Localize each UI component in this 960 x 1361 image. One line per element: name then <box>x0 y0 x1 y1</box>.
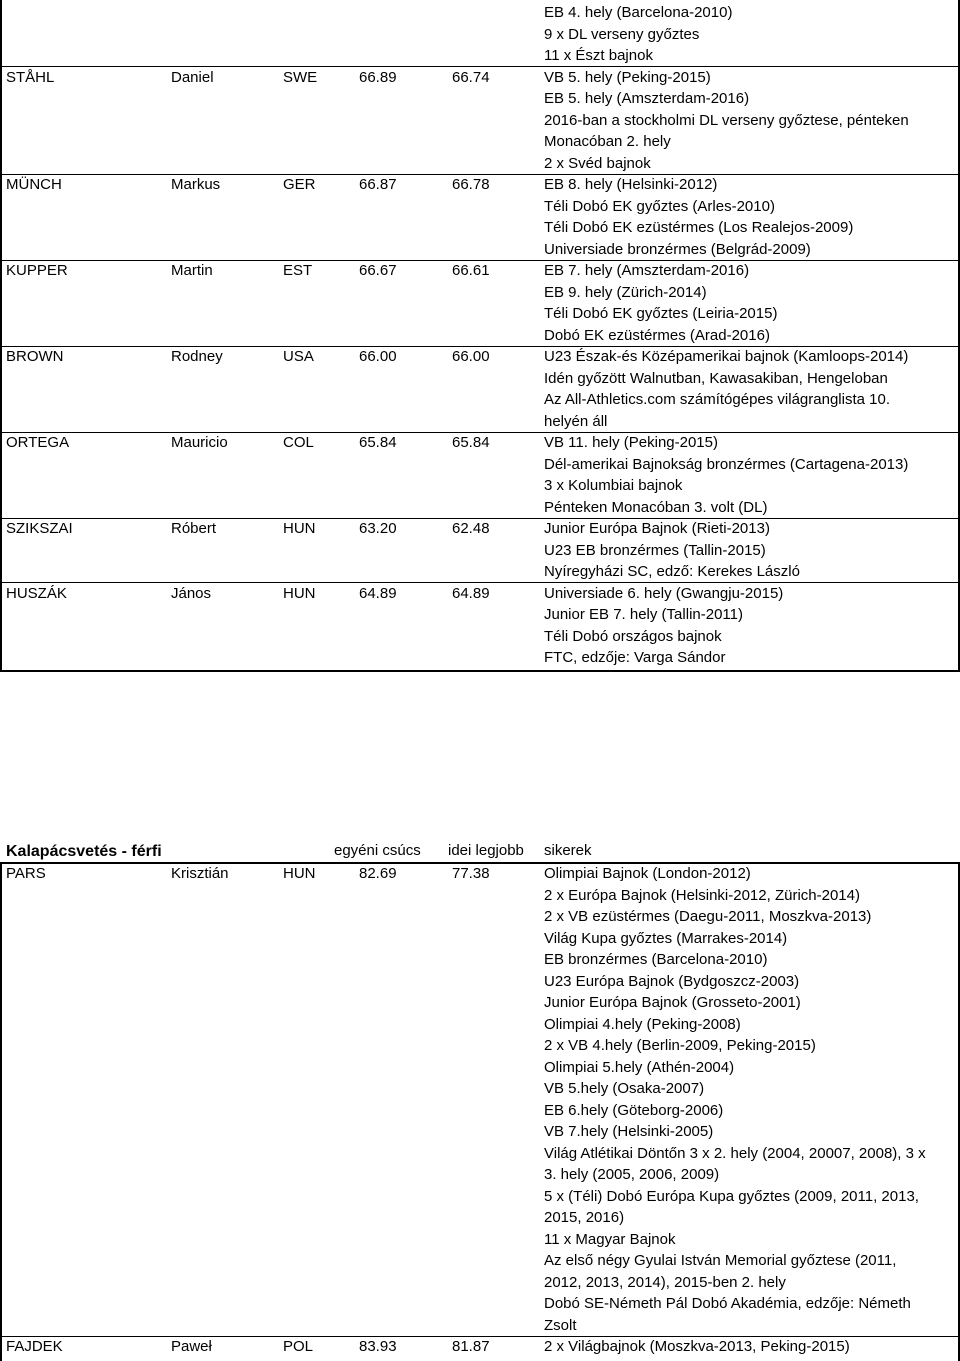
achievement-line: Világ Atlétikai Döntőn 3 x 2. hely (2004, 20007, 2008), 3 x <box>544 1144 926 1162</box>
achievement-line: Olimpiai 4.hely (Peking-2008) <box>544 1015 741 1033</box>
row-divider <box>0 1336 960 1337</box>
season-best: 81.87 <box>452 1338 490 1355</box>
achievement-line: EB 4. hely (Barcelona-2010) <box>544 4 733 21</box>
achievement-line: EB 5. hely (Amszterdam-2016) <box>544 90 750 107</box>
section-title: Kalapácsvetés - férfi <box>6 843 162 860</box>
athlete-last-name: MÜNCH <box>6 176 62 193</box>
athlete-nation: POL <box>283 1338 314 1355</box>
achievement-line: Nyíregyházi SC, edző: Kerekes László <box>544 563 800 580</box>
athlete-first-name: Martin <box>171 262 213 279</box>
athlete-last-name: KUPPER <box>6 262 68 279</box>
achievement-line: 2016-ban a stockholmi DL verseny győztese, pénteken <box>544 111 909 129</box>
season-best: 66.74 <box>452 68 490 86</box>
header-achievements: sikerek <box>544 842 592 859</box>
achievement-line: VB 11. hely (Peking-2015) <box>544 434 718 451</box>
achievement-line: Monacóban 2. hely <box>544 133 671 150</box>
achievement-line: 3 x Kolumbiai bajnok <box>544 477 683 494</box>
personal-best: 83.93 <box>359 1338 397 1355</box>
achievement-line: EB bronzérmes (Barcelona-2010) <box>544 951 768 968</box>
athlete-first-name: Markus <box>171 176 221 193</box>
athlete-nation: HUN <box>283 865 316 882</box>
personal-best: 66.89 <box>359 68 397 86</box>
achievement-line: VB 5. hely (Peking-2015) <box>544 68 711 86</box>
achievement-line: Dobó SE-Németh Pál Dobó Akadémia, edzője: Németh <box>544 1295 911 1312</box>
achievement-line: Az All-Athletics.com számítógépes világranglista 10. <box>544 391 890 408</box>
athlete-first-name: Daniel <box>171 68 214 86</box>
achievement-line: 3. hely (2005, 2006, 2009) <box>544 1166 720 1183</box>
achievement-line: 2 x Világbajnok (Moszkva-2013, Peking-2015) <box>544 1338 850 1355</box>
achievement-line: FTC, edzője: Varga Sándor <box>544 649 726 666</box>
left-border-bottom <box>0 862 2 1361</box>
achievement-line: Téli Dobó EK győztes (Leiria-2015) <box>544 305 778 322</box>
achievement-line: Dobó EK ezüstérmes (Arad-2016) <box>544 326 770 344</box>
athlete-nation: SWE <box>283 68 318 86</box>
athlete-last-name: FAJDEK <box>6 1338 63 1355</box>
achievement-line: 2015, 2016) <box>544 1209 625 1226</box>
row-divider <box>0 174 960 175</box>
achievement-line: helyén áll <box>544 412 608 430</box>
personal-best: 82.69 <box>359 865 397 882</box>
season-best: 66.61 <box>452 262 490 279</box>
achievement-line: VB 7.hely (Helsinki-2005) <box>544 1123 714 1140</box>
achievement-line: Világ Kupa győztes (Marrakes-2014) <box>544 929 788 947</box>
achievement-line: VB 5.hely (Osaka-2007) <box>544 1080 705 1097</box>
achievement-line: EB 9. hely (Zürich-2014) <box>544 283 707 301</box>
achievement-line: Téli Dobó országos bajnok <box>544 627 722 645</box>
season-best: 65.84 <box>452 434 490 451</box>
row-divider <box>0 66 960 67</box>
achievement-line: 2 x VB ezüstérmes (Daegu-2011, Moszkva-2013) <box>544 908 872 925</box>
athlete-nation: HUN <box>283 584 316 602</box>
achievement-line: Dél-amerikai Bajnokság bronzérmes (Cartagena-2013) <box>544 455 909 473</box>
achievement-line: U23 EB bronzérmes (Tallin-2015) <box>544 541 766 559</box>
achievement-line: 2012, 2013, 2014), 2015-ben 2. hely <box>544 1273 786 1291</box>
athlete-nation: GER <box>283 176 316 193</box>
athlete-first-name: János <box>171 584 212 602</box>
achievement-line: Junior EB 7. hely (Tallin-2011) <box>544 606 743 623</box>
athlete-last-name: ORTEGA <box>6 434 70 451</box>
achievement-line: Universiade 6. hely (Gwangju-2015) <box>544 584 784 602</box>
athlete-first-name: Rodney <box>171 348 223 365</box>
achievement-line: Olimpiai Bajnok (London-2012) <box>544 865 751 882</box>
athlete-first-name: Mauricio <box>171 434 228 451</box>
achievement-line: Zsolt <box>544 1316 577 1334</box>
achievement-line: EB 6.hely (Göteborg-2006) <box>544 1101 724 1119</box>
athlete-last-name: BROWN <box>6 348 64 365</box>
personal-best: 63.20 <box>359 520 397 537</box>
row-divider <box>0 432 960 433</box>
athlete-last-name: PARS <box>6 865 46 882</box>
achievement-line: U23 Európa Bajnok (Bydgoszcz-2003) <box>544 972 800 990</box>
row-divider <box>0 518 960 519</box>
row-divider <box>0 260 960 261</box>
athlete-first-name: Paweł <box>171 1338 212 1355</box>
season-best: 64.89 <box>452 584 490 602</box>
athlete-last-name: HUSZÁK <box>6 584 67 602</box>
row-divider <box>0 346 960 347</box>
achievement-line: 2 x Európa Bajnok (Helsinki-2012, Zürich-2014) <box>544 886 860 904</box>
season-best: 66.00 <box>452 348 490 365</box>
achievement-line: Az első négy Gyulai István Memorial győztese (2011, <box>544 1252 897 1269</box>
achievement-line: 5 x (Téli) Dobó Európa Kupa győztes (2009, 2011, 2013, <box>544 1187 919 1205</box>
left-border-top <box>0 0 2 672</box>
personal-best: 64.89 <box>359 584 397 602</box>
achievement-line: 11 x Magyar Bajnok <box>544 1230 676 1248</box>
athlete-last-name: SZIKSZAI <box>6 520 73 537</box>
achievement-line: U23 Észak-és Középamerikai bajnok (Kamloops-2014) <box>544 348 909 365</box>
achievement-line: 11 x Észt bajnok <box>544 47 653 64</box>
header-personal-best: egyéni csúcs <box>334 842 421 859</box>
section-bottom-rule <box>0 670 960 672</box>
season-best: 77.38 <box>452 865 490 882</box>
athlete-nation: COL <box>283 434 314 451</box>
athlete-nation: HUN <box>283 520 316 537</box>
achievement-line: Pénteken Monacóban 3. volt (DL) <box>544 498 768 516</box>
achievement-line: Universiade bronzérmes (Belgrád-2009) <box>544 240 811 258</box>
header-season-best: idei legjobb <box>448 842 524 859</box>
achievement-line: Téli Dobó EK győztes (Arles-2010) <box>544 197 775 215</box>
season-best: 66.78 <box>452 176 490 193</box>
athlete-first-name: Krisztián <box>171 865 229 882</box>
personal-best: 66.67 <box>359 262 397 279</box>
achievement-line: Olimpiai 5.hely (Athén-2004) <box>544 1058 735 1076</box>
personal-best: 66.87 <box>359 176 397 193</box>
athlete-first-name: Róbert <box>171 520 217 537</box>
achievement-line: 2 x Svéd bajnok <box>544 154 651 172</box>
personal-best: 66.00 <box>359 348 397 365</box>
athlete-nation: USA <box>283 348 314 365</box>
achievement-line: 9 x DL verseny győztes <box>544 25 700 43</box>
achievement-line: Idén győzött Walnutban, Kawasakiban, Hengeloban <box>544 369 888 387</box>
athlete-nation: EST <box>283 262 313 279</box>
achievement-line: EB 8. hely (Helsinki-2012) <box>544 176 718 193</box>
season-best: 62.48 <box>452 520 490 537</box>
achievement-line: Junior Európa Bajnok (Grosseto-2001) <box>544 994 801 1011</box>
row-divider <box>0 582 960 583</box>
achievement-line: Téli Dobó EK ezüstérmes (Los Realejos-2009) <box>544 219 854 236</box>
achievement-line: EB 7. hely (Amszterdam-2016) <box>544 262 750 279</box>
achievement-line: Junior Európa Bajnok (Rieti-2013) <box>544 520 770 537</box>
achievement-line: 2 x VB 4.hely (Berlin-2009, Peking-2015) <box>544 1037 816 1054</box>
personal-best: 65.84 <box>359 434 397 451</box>
athlete-last-name: STÅHL <box>6 68 55 86</box>
